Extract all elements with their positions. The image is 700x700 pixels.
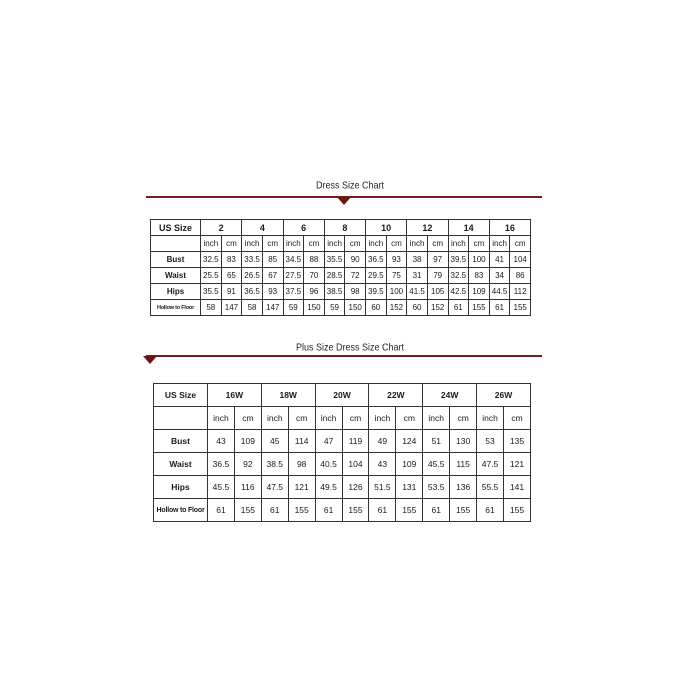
table-cell: 41.5 bbox=[407, 284, 428, 300]
table-row bbox=[154, 453, 531, 476]
table-cell: 70 bbox=[304, 268, 325, 284]
table-cell: 67 bbox=[262, 268, 283, 284]
table-cell: 83 bbox=[221, 252, 242, 268]
table-cell: 124 bbox=[396, 430, 423, 453]
unit-cm: cm bbox=[262, 236, 283, 252]
table-cell: 60 bbox=[366, 300, 387, 316]
divider-line bbox=[146, 355, 542, 357]
table-cell: 79 bbox=[427, 268, 448, 284]
unit-inch: inch bbox=[369, 407, 396, 430]
unit-cm: cm bbox=[234, 407, 261, 430]
unit-cm: cm bbox=[469, 236, 490, 252]
table-cell: 93 bbox=[386, 252, 407, 268]
table-cell: 37.5 bbox=[283, 284, 304, 300]
table-cell: 60 bbox=[407, 300, 428, 316]
table-row bbox=[151, 300, 531, 316]
table-cell: 61 bbox=[489, 300, 510, 316]
table-cell: 43 bbox=[208, 430, 235, 453]
unit-row bbox=[151, 236, 531, 252]
measurement-label: Bust bbox=[154, 430, 208, 453]
table-row bbox=[151, 252, 531, 268]
table-cell: 100 bbox=[386, 284, 407, 300]
table-cell: 43 bbox=[369, 453, 396, 476]
table-cell: 147 bbox=[262, 300, 283, 316]
table-cell: 44.5 bbox=[489, 284, 510, 300]
size-header: 16W bbox=[208, 384, 262, 407]
table-cell: 36.5 bbox=[242, 284, 263, 300]
table-cell: 32.5 bbox=[448, 268, 469, 284]
table-cell: 131 bbox=[396, 476, 423, 499]
table-cell: 86 bbox=[510, 268, 531, 284]
size-header: 22W bbox=[369, 384, 423, 407]
table-cell: 27.5 bbox=[283, 268, 304, 284]
unit-inch: inch bbox=[489, 236, 510, 252]
table-cell: 39.5 bbox=[366, 284, 387, 300]
table-cell: 155 bbox=[342, 499, 369, 522]
table-cell: 91 bbox=[221, 284, 242, 300]
table-cell: 155 bbox=[450, 499, 477, 522]
table-cell: 115 bbox=[450, 453, 477, 476]
table-cell: 121 bbox=[503, 453, 530, 476]
table-cell: 28.5 bbox=[324, 268, 345, 284]
table-cell: 34 bbox=[489, 268, 510, 284]
size-header: 26W bbox=[477, 384, 531, 407]
measurement-label: Waist bbox=[154, 453, 208, 476]
unit-inch: inch bbox=[201, 236, 222, 252]
unit-inch: inch bbox=[261, 407, 288, 430]
table-cell: 152 bbox=[386, 300, 407, 316]
plus-size-table bbox=[153, 383, 531, 522]
unit-cm: cm bbox=[386, 236, 407, 252]
unit-inch: inch bbox=[423, 407, 450, 430]
table-cell: 104 bbox=[510, 252, 531, 268]
table-cell: 155 bbox=[469, 300, 490, 316]
table-cell: 49.5 bbox=[315, 476, 342, 499]
table-cell: 98 bbox=[288, 453, 315, 476]
size-header: 4 bbox=[242, 220, 283, 236]
table-cell: 34.5 bbox=[283, 252, 304, 268]
unit-cm: cm bbox=[288, 407, 315, 430]
table-cell: 53.5 bbox=[423, 476, 450, 499]
unit-cm: cm bbox=[221, 236, 242, 252]
table-cell: 49 bbox=[369, 430, 396, 453]
table-cell: 88 bbox=[304, 252, 325, 268]
table-cell: 155 bbox=[510, 300, 531, 316]
table-cell: 130 bbox=[450, 430, 477, 453]
table-row bbox=[154, 430, 531, 453]
unit-cm: cm bbox=[396, 407, 423, 430]
table-cell: 35.5 bbox=[324, 252, 345, 268]
table-cell: 92 bbox=[234, 453, 261, 476]
table-cell: 55.5 bbox=[477, 476, 504, 499]
table-cell: 155 bbox=[396, 499, 423, 522]
table-row bbox=[154, 476, 531, 499]
measurement-label: Hollow to Floor bbox=[151, 300, 201, 316]
unit-inch: inch bbox=[324, 236, 345, 252]
table-cell: 90 bbox=[345, 252, 366, 268]
table-cell: 32.5 bbox=[201, 252, 222, 268]
table-cell: 61 bbox=[369, 499, 396, 522]
table-cell: 105 bbox=[427, 284, 448, 300]
table-cell: 39.5 bbox=[448, 252, 469, 268]
table-cell: 141 bbox=[503, 476, 530, 499]
table-cell: 26.5 bbox=[242, 268, 263, 284]
table-cell: 109 bbox=[396, 453, 423, 476]
table-cell: 114 bbox=[288, 430, 315, 453]
table-cell: 51.5 bbox=[369, 476, 396, 499]
table-cell: 38 bbox=[407, 252, 428, 268]
table-cell: 35.5 bbox=[201, 284, 222, 300]
down-arrow-icon bbox=[337, 197, 351, 205]
table-cell: 61 bbox=[315, 499, 342, 522]
table-cell: 126 bbox=[342, 476, 369, 499]
table-cell: 121 bbox=[288, 476, 315, 499]
table-cell: 150 bbox=[304, 300, 325, 316]
table-row bbox=[151, 284, 531, 300]
table-cell: 72 bbox=[345, 268, 366, 284]
size-header: 14 bbox=[448, 220, 489, 236]
measurement-label: Hips bbox=[154, 476, 208, 499]
table-cell: 53 bbox=[477, 430, 504, 453]
unit-inch: inch bbox=[283, 236, 304, 252]
table-cell: 31 bbox=[407, 268, 428, 284]
table-cell: 119 bbox=[342, 430, 369, 453]
table-cell: 47 bbox=[315, 430, 342, 453]
unit-cm: cm bbox=[304, 236, 325, 252]
table-cell: 45.5 bbox=[208, 476, 235, 499]
size-header-row bbox=[154, 384, 531, 407]
measurement-label: Hips bbox=[151, 284, 201, 300]
table-cell: 29.5 bbox=[366, 268, 387, 284]
table-cell: 45 bbox=[261, 430, 288, 453]
table-cell: 155 bbox=[288, 499, 315, 522]
unit-cm: cm bbox=[450, 407, 477, 430]
table-cell: 38.5 bbox=[324, 284, 345, 300]
unit-cm: cm bbox=[342, 407, 369, 430]
table-cell: 112 bbox=[510, 284, 531, 300]
down-arrow-icon bbox=[143, 356, 157, 364]
table-cell: 58 bbox=[242, 300, 263, 316]
plus-size-chart-title: Plus Size Dress Size Chart bbox=[295, 341, 405, 353]
size-header: 8 bbox=[324, 220, 365, 236]
unit-inch: inch bbox=[366, 236, 387, 252]
size-header: 12 bbox=[407, 220, 448, 236]
table-cell: 33.5 bbox=[242, 252, 263, 268]
table-cell: 38.5 bbox=[261, 453, 288, 476]
table-cell: 147 bbox=[221, 300, 242, 316]
table-cell: 155 bbox=[234, 499, 261, 522]
table-cell: 51 bbox=[423, 430, 450, 453]
size-header: 16 bbox=[489, 220, 530, 236]
unit-inch: inch bbox=[407, 236, 428, 252]
size-header: 20W bbox=[315, 384, 369, 407]
measurement-label: Bust bbox=[151, 252, 201, 268]
table-cell: 75 bbox=[386, 268, 407, 284]
unit-inch: inch bbox=[208, 407, 235, 430]
table-cell: 135 bbox=[503, 430, 530, 453]
table-cell: 36.5 bbox=[366, 252, 387, 268]
unit-inch: inch bbox=[477, 407, 504, 430]
table-cell: 45.5 bbox=[423, 453, 450, 476]
size-header: 18W bbox=[261, 384, 315, 407]
table-cell: 61 bbox=[208, 499, 235, 522]
table-cell: 61 bbox=[261, 499, 288, 522]
table-cell: 41 bbox=[489, 252, 510, 268]
table-cell: 25.5 bbox=[201, 268, 222, 284]
table-cell: 61 bbox=[423, 499, 450, 522]
unit-cm: cm bbox=[510, 236, 531, 252]
table-cell: 97 bbox=[427, 252, 448, 268]
table-row bbox=[151, 268, 531, 284]
unit-inch: inch bbox=[315, 407, 342, 430]
table-row bbox=[154, 499, 531, 522]
table-cell: 152 bbox=[427, 300, 448, 316]
table-cell: 47.5 bbox=[477, 453, 504, 476]
table-cell: 104 bbox=[342, 453, 369, 476]
unit-row-label bbox=[151, 236, 201, 252]
table-cell: 59 bbox=[283, 300, 304, 316]
size-header-row bbox=[151, 220, 531, 236]
measurement-label: Hollow to Floor bbox=[154, 499, 208, 522]
table-cell: 59 bbox=[324, 300, 345, 316]
dress-size-table bbox=[150, 219, 531, 316]
table-cell: 58 bbox=[201, 300, 222, 316]
measurement-label: Waist bbox=[151, 268, 201, 284]
us-size-label: US Size bbox=[151, 220, 201, 236]
unit-inch: inch bbox=[242, 236, 263, 252]
unit-inch: inch bbox=[448, 236, 469, 252]
table-cell: 100 bbox=[469, 252, 490, 268]
table-cell: 83 bbox=[469, 268, 490, 284]
unit-cm: cm bbox=[345, 236, 366, 252]
unit-cm: cm bbox=[503, 407, 530, 430]
table-cell: 85 bbox=[262, 252, 283, 268]
table-cell: 47.5 bbox=[261, 476, 288, 499]
table-cell: 109 bbox=[469, 284, 490, 300]
size-header: 10 bbox=[366, 220, 407, 236]
unit-cm: cm bbox=[427, 236, 448, 252]
table-cell: 36.5 bbox=[208, 453, 235, 476]
table-cell: 42.5 bbox=[448, 284, 469, 300]
table-cell: 136 bbox=[450, 476, 477, 499]
unit-row-label bbox=[154, 407, 208, 430]
unit-row bbox=[154, 407, 531, 430]
size-header: 6 bbox=[283, 220, 324, 236]
table-cell: 61 bbox=[477, 499, 504, 522]
table-cell: 109 bbox=[234, 430, 261, 453]
dress-size-chart-title: Dress Size Chart bbox=[315, 179, 385, 191]
us-size-label: US Size bbox=[154, 384, 208, 407]
table-cell: 116 bbox=[234, 476, 261, 499]
table-cell: 150 bbox=[345, 300, 366, 316]
table-cell: 155 bbox=[503, 499, 530, 522]
table-cell: 96 bbox=[304, 284, 325, 300]
table-cell: 65 bbox=[221, 268, 242, 284]
size-header: 24W bbox=[423, 384, 477, 407]
size-header: 2 bbox=[201, 220, 242, 236]
table-cell: 93 bbox=[262, 284, 283, 300]
table-cell: 98 bbox=[345, 284, 366, 300]
table-cell: 40.5 bbox=[315, 453, 342, 476]
table-cell: 61 bbox=[448, 300, 469, 316]
